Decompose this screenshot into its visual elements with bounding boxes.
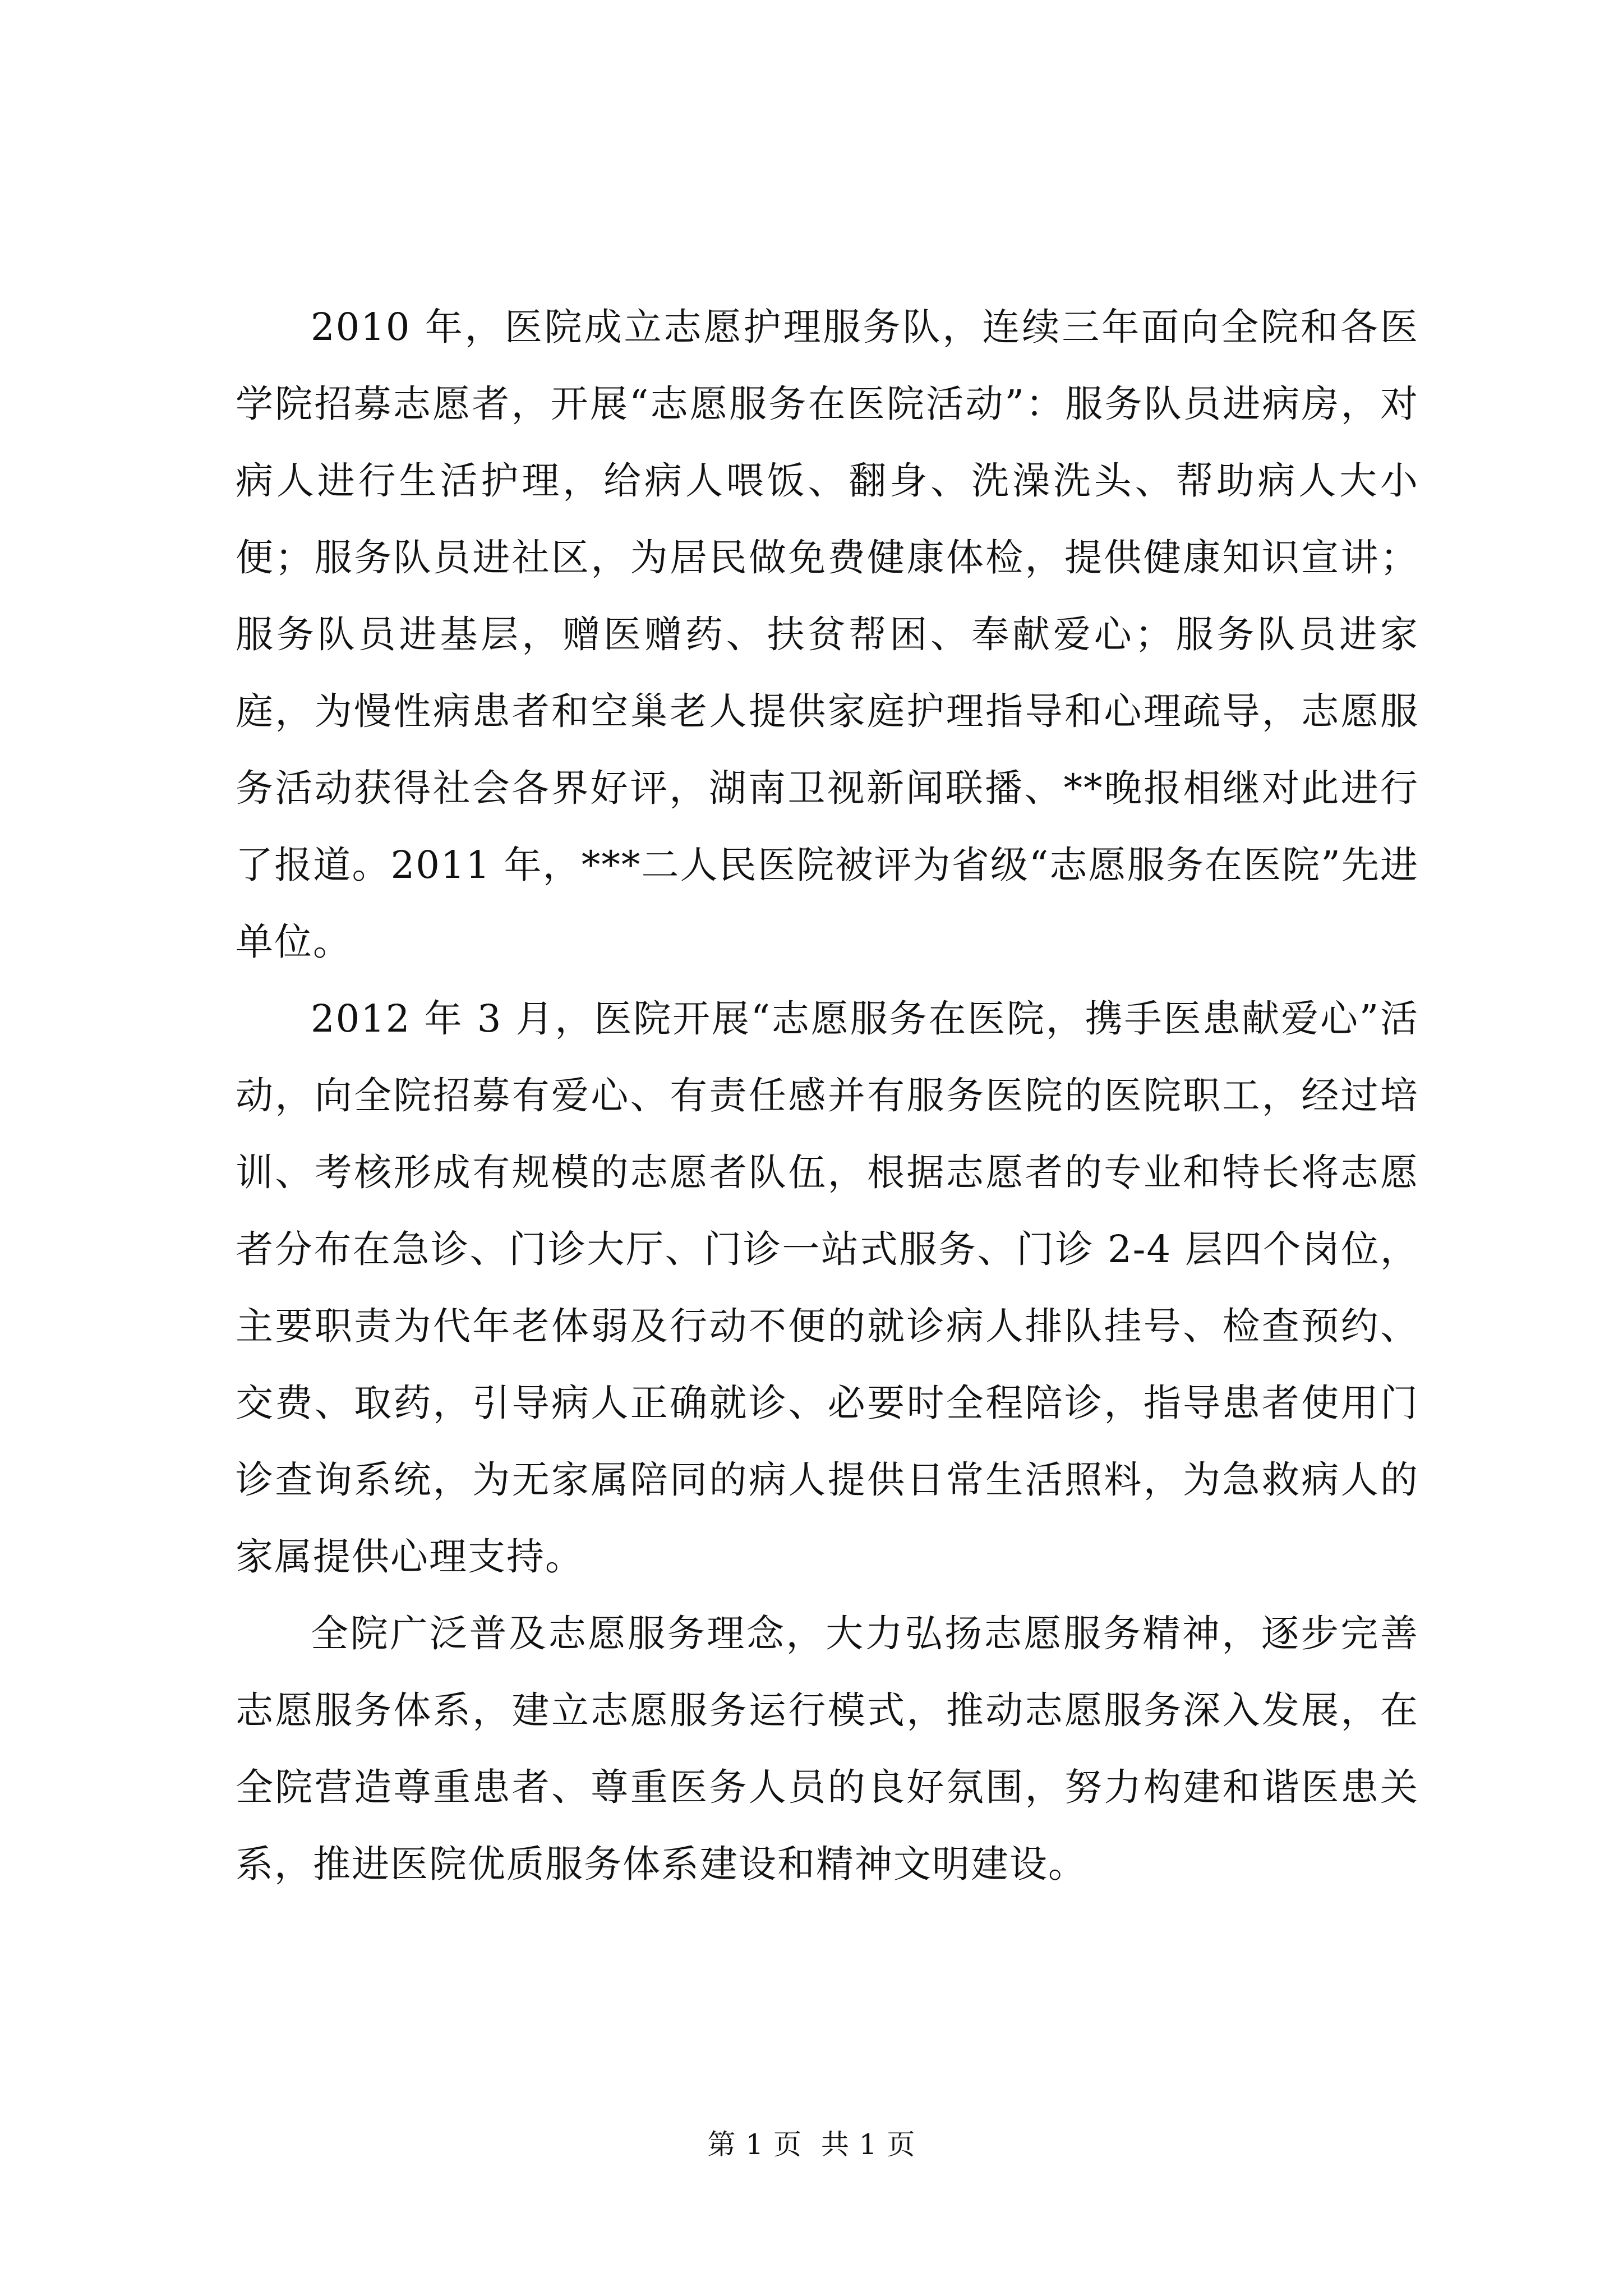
paragraph-2: 2012 年 3 月，医院开展“志愿服务在医院，携手医患献爱心”活动，向全院招募有爱心、有责任感并有服务医院的医院职工，经过培训、考核形成有规模的志愿者队伍，根据志愿者的专业和特长将志愿者分布在急诊、门诊大厅、门诊一站式服务、门诊 2-4 层四个岗位，主要职责为代年老体弱及行动不便的就诊病人排队挂号、检查预约、交费、取药，引导病人正确就诊、必要时全程陪诊，指导患者使用门诊查询系统，为无家属陪同的病人提供日常生活照料，为急救病人的家属提供心理支持。	[236, 997, 1419, 1579]
document-body	[236, 289, 1419, 1903]
page-footer	[0, 2125, 1623, 2164]
page-number-label: 第 1 页 共 1 页	[707, 2128, 916, 2161]
paragraph-1: 2010 年，医院成立志愿护理服务队，连续三年面向全院和各医学院招募志愿者，开展“志愿服务在医院活动”：服务队员进病房，对病人进行生活护理，给病人喂饭、翻身、洗澡洗头、帮助病人大小便；服务队员进社区，为居民做免费健康体检，提供健康知识宣讲；服务队员进基层，赠医赠药、扶贫帮困、奉献爱心；服务队员进家庭，为慢性病患者和空巢老人提供家庭护理指导和心理疏导，志愿服务活动获得社会各界好评，湖南卫视新闻联播、**晚报相继对此进行了报道。2011 年，***二人民医院被评为省级“志愿服务在医院”先进单位。	[236, 305, 1419, 964]
paragraph-3: 全院广泛普及志愿服务理念，大力弘扬志愿服务精神，逐步完善志愿服务体系，建立志愿服务运行模式，推动志愿服务深入发展，在全院营造尊重患者、尊重医务人员的良好氛围，努力构建和谐医患关系，推进医院优质服务体系建设和精神文明建设。	[236, 1612, 1419, 1886]
